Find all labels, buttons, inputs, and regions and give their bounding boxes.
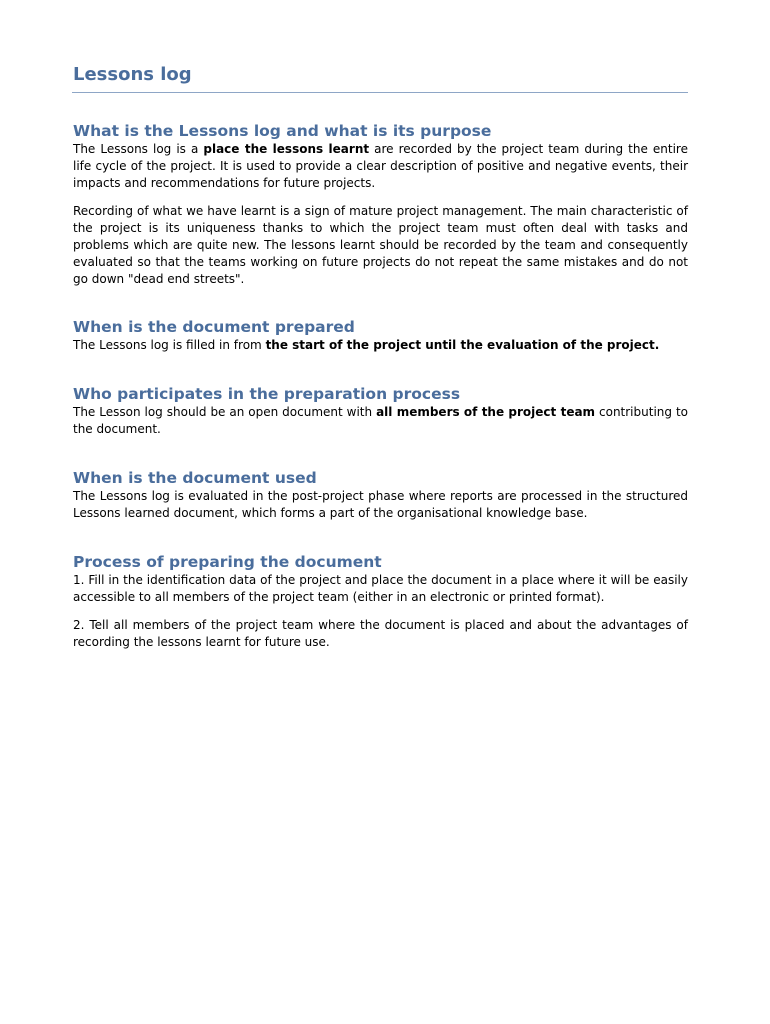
purpose-paragraph-1 xyxy=(73,141,688,192)
participants-p1-text-after: contributing to the document. xyxy=(73,405,688,436)
purpose-p1-text-before: The Lessons log is a xyxy=(73,142,204,156)
participants-p1-text-before: The Lesson log should be an open document with xyxy=(73,405,377,419)
used-paragraph-1: The Lessons log is evaluated in the post-project phase where reports are processed in the structured Lessons learned document, which forms a part of the organisational knowledge base. xyxy=(73,489,688,520)
participants-p1-bold: all members of the project team xyxy=(376,405,596,419)
section-process xyxy=(73,552,688,651)
process-step-2: 2. Tell all members of the project team where the document is placed and about the advantages of recording the lessons learnt for future use. xyxy=(73,618,688,649)
participants-paragraph-1 xyxy=(73,404,688,438)
purpose-p1-bold: place the lessons learnt xyxy=(203,142,370,156)
purpose-paragraph-2: Recording of what we have learnt is a sign of mature project management. The main characteristic of the project is its uniqueness thanks to which the project team must often deal with tasks and problems which are quite new. The lessons learnt should be recorded by the team and consequently evaluated so that the teams working on future projects do not repeat the same mistakes and do not go down "dead end streets". xyxy=(73,204,688,286)
section-heading-used: When is the document used xyxy=(73,469,317,487)
section-used xyxy=(73,468,688,522)
document-page xyxy=(73,62,688,651)
section-heading-prepared: When is the document prepared xyxy=(73,318,355,336)
purpose-p1-text-after: are recorded by the project team during the entire life cycle of the project. It is used to provide a clear description of positive and negative events, their impacts and recommendations for future projects. xyxy=(73,142,688,190)
section-heading-participants: Who participates in the preparation process xyxy=(73,385,461,403)
prepared-p1-bold: the start of the project until the evaluation of the project. xyxy=(265,338,660,352)
title-underline xyxy=(72,92,688,93)
section-participants xyxy=(73,384,688,438)
prepared-paragraph-1 xyxy=(73,337,688,354)
document-title: Lessons log xyxy=(73,64,192,85)
section-purpose xyxy=(73,121,688,288)
process-step-1: 1. Fill in the identification data of the project and place the document in a place where it will be easily accessible to all members of the project team (either in an electronic or printed format). xyxy=(73,573,688,604)
prepared-p1-text-before: The Lessons log is filled in from xyxy=(73,338,266,352)
section-prepared xyxy=(73,317,688,354)
section-heading-process: Process of preparing the document xyxy=(73,553,382,571)
section-heading-purpose: What is the Lessons log and what is its purpose xyxy=(73,122,492,140)
